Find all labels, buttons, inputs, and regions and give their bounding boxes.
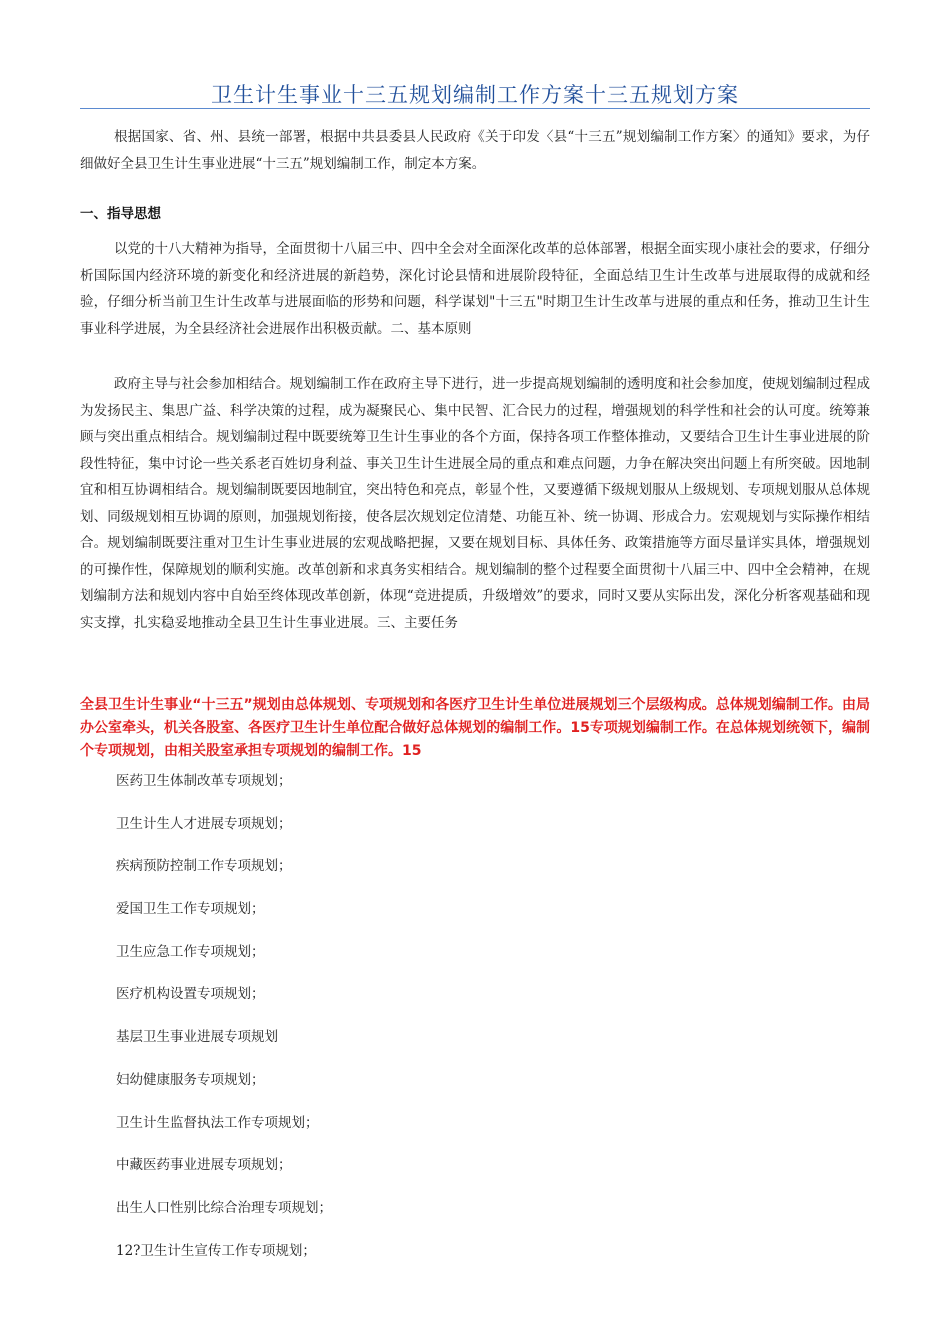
highlighted-paragraph: 全县卫生计生事业“十三五”规划由总体规划、专项规划和各医疗卫生计生单位进展规划三个层级构成。总体规划编制工作。由局办公室牵头，机关各股室、各医疗卫生计生单位配合做好总体规划的编制工作。15专项规划编制工作。在总体规划统领下，编制个专项规划，由相关股室承担专项规划的编制工作。15 [80,697,870,759]
list-item: 卫生计生人才进展专项规划； [116,815,292,832]
list-item: 出生人口性别比综合治理专项规划； [116,1199,332,1216]
list-item: 妇幼健康服务专项规划； [116,1071,265,1088]
list-item: 爱国卫生工作专项规划； [116,901,265,918]
title-underline [80,108,870,109]
document-title: 卫生计生事业十三五规划编制工作方案十三五规划方案 [211,83,739,107]
special-plan-list [116,770,332,1282]
section-heading-guiding-ideology: 一、指导思想 [80,206,161,222]
list-item: 卫生应急工作专项规划； [116,943,265,960]
list-item: 医疗机构设置专项规划； [116,986,265,1003]
list-item: 基层卫生事业进展专项规划 [116,1029,278,1046]
list-item: 疾病预防控制工作专项规划； [116,858,292,875]
guiding-ideology-paragraph: 以党的十八大精神为指导，全面贯彻十八届三中、四中全会对全面深化改革的总体部署，根据全面实现小康社会的要求，仔细分析国际国内经济环境的新变化和经济进展的新趋势，深化讨论县情和进展阶段特征，全面总结卫生计生改革与进展取得的成就和经验，仔细分析当前卫生计生改革与进展面临的形势和问题，科学谋划"十三五"时期卫生计生改革与进展的重点和任务，推动卫生计生事业科学进展，为全县经济社会进展作出积极贡献。二、基本原则 [80,241,870,337]
list-item: 中藏医药事业进展专项规划； [116,1157,292,1174]
basic-principles-paragraph: 政府主导与社会参加相结合。规划编制工作在政府主导下进行，进一步提高规划编制的透明度和社会参加度，使规划编制过程成为发扬民主、集思广益、科学决策的过程，成为凝聚民心、集中民智、汇合民力的过程，增强规划的科学性和社会的认可度。统筹兼顾与突出重点相结合。规划编制过程中既要统筹卫生计生事业的各个方面，保持各项工作整体推动，又要结合卫生计生事业进展的阶段性特征，集中讨论一些关系老百姓切身利益、事关卫生计生进展全局的重点和难点问题，力争在解决突出问题上有所突破。因地制宜和相互协调相结合。规划编制既要因地制宜，突出特色和亮点，彰显个性，又要遵循下级规划服从上级规划、专项规划服从总体规划、同级规划相互协调的原则，加强规划衔接，使各层次规划定位清楚、功能互补、统一协调、形成合力。宏观规划与实际操作相结合。规划编制既要注重对卫生计生事业进展的宏观战略把握，又要在规划目标、具体任务、政策措施等方面尽量详实具体，增强规划的可操作性，保障规划的顺利实施。改革创新和求真务实相结合。规划编制的整个过程要全面贯彻十八届三中、四中全会精神，在规划编制方法和规划内容中自始至终体现改革创新，体现“竞进提质，升级增效”的要求，同时又要从实际出发，深化分析客观基础和现实支撑，扎实稳妥地推动全县卫生计生事业进展。三、主要任务 [80,376,870,631]
list-item: 12?卫生计生宣传工作专项规划； [116,1242,316,1259]
intro-paragraph: 根据国家、省、州、县统一部署，根据中共县委县人民政府《关于印发〈县“十三五”规划编制工作方案〉的通知》要求，为仔细做好全县卫生计生事业进展“十三五”规划编制工作，制定本方案。 [80,129,870,172]
list-item: 医药卫生体制改革专项规划； [116,773,292,789]
list-item: 卫生计生监督执法工作专项规划； [116,1114,319,1131]
